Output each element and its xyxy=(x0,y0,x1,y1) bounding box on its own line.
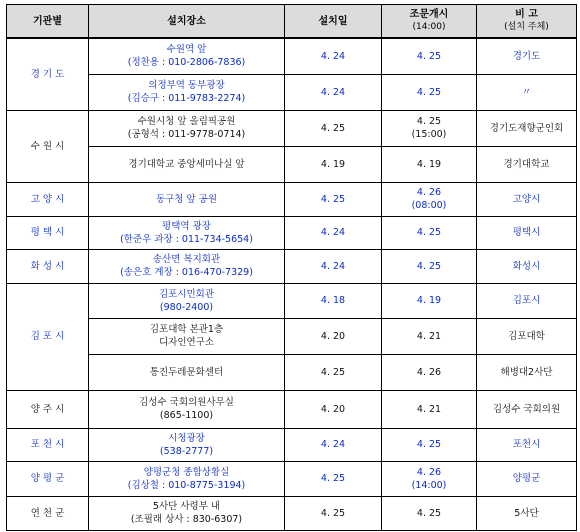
table-row xyxy=(7,38,577,74)
place-name: 김포시민회관 xyxy=(158,288,215,300)
place-cell xyxy=(89,461,285,496)
table-row xyxy=(7,110,577,146)
header-note-label: 비 고 xyxy=(515,9,538,20)
place-cell xyxy=(89,182,285,216)
place-cell xyxy=(89,354,285,390)
visit-time: (08:00) xyxy=(411,200,447,211)
table-row xyxy=(7,354,577,390)
header-install-date: 설치일 xyxy=(285,5,382,39)
place-contact: (김승구 : 011-9783-2274) xyxy=(127,93,246,104)
place-name: 수원역 앞 xyxy=(166,44,207,56)
place-name: 경기대학교 중앙세미나실 앞 xyxy=(128,158,245,170)
note-cell: 양평군 xyxy=(477,461,577,496)
visit-start-cell xyxy=(382,182,477,216)
install-date-cell: 4. 20 xyxy=(285,318,382,354)
visit-date: 4. 25 xyxy=(416,86,442,98)
install-date-cell: 4. 24 xyxy=(285,74,382,110)
org-cell: 양 주 시 xyxy=(7,390,89,428)
visit-start-cell xyxy=(382,390,477,428)
place-contact: (정찬용 : 010-2806-7836) xyxy=(127,57,246,69)
org-cell: 경 기 도 xyxy=(7,38,89,110)
table-row xyxy=(7,496,577,530)
place-cell xyxy=(89,390,285,428)
visit-start-cell xyxy=(382,74,477,110)
table-row xyxy=(7,283,577,318)
table-row xyxy=(7,318,577,354)
place-name: 통진두레문화센터 xyxy=(149,366,224,378)
place-contact: (538-2777) xyxy=(159,445,214,457)
table-row xyxy=(7,216,577,249)
note-cell: 김포대학 xyxy=(477,318,577,354)
place-name: 양평군청 종합상황실 xyxy=(143,466,230,478)
place-cell xyxy=(89,216,285,249)
visit-date: 4. 25 xyxy=(416,50,442,62)
header-note xyxy=(477,5,577,39)
org-cell: 고 양 시 xyxy=(7,182,89,216)
visit-start-cell xyxy=(382,496,477,530)
place-cell xyxy=(89,496,285,530)
place-name: 의정부역 동부광장 xyxy=(148,80,225,91)
visit-start-cell xyxy=(382,354,477,390)
install-date-cell: 4. 24 xyxy=(285,216,382,249)
visit-date: 4. 25 xyxy=(416,227,442,238)
visit-date: 4. 19 xyxy=(416,158,442,170)
note-cell: 5사단 xyxy=(477,496,577,530)
place-cell xyxy=(89,283,285,318)
org-cell: 화 성 시 xyxy=(7,249,89,283)
table-row xyxy=(7,390,577,428)
install-date-cell: 4. 19 xyxy=(285,146,382,182)
memorial-altar-table xyxy=(6,4,577,531)
place-cell xyxy=(89,318,285,354)
install-date-cell: 4. 24 xyxy=(285,428,382,461)
visit-date: 4. 21 xyxy=(416,403,442,415)
visit-start-cell xyxy=(382,38,477,74)
visit-date: 4. 21 xyxy=(416,330,442,342)
place-cell xyxy=(89,38,285,74)
visit-start-cell xyxy=(382,146,477,182)
visit-time: (14:00) xyxy=(411,479,447,491)
place-contact: (공형석 : 011-9778-0714) xyxy=(127,129,246,140)
visit-date: 4. 25 xyxy=(416,116,442,127)
install-date-cell: 4. 25 xyxy=(285,182,382,216)
place-contact: (조필래 상사 : 830-6307) xyxy=(130,514,243,525)
table-row xyxy=(7,428,577,461)
place-name: 송산면 복지회관 xyxy=(152,254,221,265)
visit-start-cell xyxy=(382,283,477,318)
place-contact: (송은호 계장 : 016-470-7329) xyxy=(120,267,253,278)
install-date-cell: 4. 24 xyxy=(285,38,382,74)
place-cell xyxy=(89,110,285,146)
install-date-cell: 4. 25 xyxy=(285,354,382,390)
note-cell: 〃 xyxy=(477,74,577,110)
table-body xyxy=(7,38,577,530)
visit-date: 4. 26 xyxy=(416,366,442,378)
header-visit-label: 조문개시 xyxy=(409,9,449,20)
note-cell: 경기대학교 xyxy=(477,146,577,182)
place-cell xyxy=(89,249,285,283)
visit-time: (15:00) xyxy=(411,129,447,140)
place-contact: (865-1100) xyxy=(159,410,214,421)
table-row xyxy=(7,74,577,110)
org-cell: 수 원 시 xyxy=(7,110,89,182)
install-date-cell: 4. 20 xyxy=(285,390,382,428)
place-contact: 디자인연구소 xyxy=(158,337,215,348)
visit-start-cell xyxy=(382,461,477,496)
org-cell: 김 포 시 xyxy=(7,283,89,390)
place-name: 동구청 앞 공원 xyxy=(155,193,218,205)
visit-date: 4. 26 xyxy=(416,466,442,478)
visit-date: 4. 26 xyxy=(416,187,442,198)
org-cell: 양 평 군 xyxy=(7,461,89,496)
install-date-cell: 4. 25 xyxy=(285,461,382,496)
visit-date: 4. 25 xyxy=(416,260,442,272)
place-name: 시청광장 xyxy=(168,432,205,444)
visit-date: 4. 25 xyxy=(416,507,442,519)
install-date-cell: 4. 24 xyxy=(285,249,382,283)
install-date-cell: 4. 18 xyxy=(285,283,382,318)
note-cell: 포천시 xyxy=(477,428,577,461)
place-contact: (한준우 과장 : 011-734-5654) xyxy=(120,233,253,245)
visit-start-cell xyxy=(382,216,477,249)
memorial-altar-table-container xyxy=(6,4,576,531)
note-cell: 화성시 xyxy=(477,249,577,283)
visit-date: 4. 25 xyxy=(416,439,442,450)
table-row xyxy=(7,146,577,182)
note-cell: 김포시 xyxy=(477,283,577,318)
place-name: 김포대학 본관1층 xyxy=(149,324,224,335)
visit-start-cell xyxy=(382,110,477,146)
install-date-cell: 4. 25 xyxy=(285,496,382,530)
table-row xyxy=(7,461,577,496)
header-note-sub: (설치 주체) xyxy=(504,22,549,32)
note-cell: 고양시 xyxy=(477,182,577,216)
table-row xyxy=(7,182,577,216)
org-cell: 연 천 군 xyxy=(7,496,89,530)
header-org: 기관별 xyxy=(7,5,89,39)
place-contact: (김상철 : 010-8775-3194) xyxy=(127,479,246,491)
place-name: 5사단 사령부 내 xyxy=(152,501,221,512)
note-cell: 평택시 xyxy=(477,216,577,249)
place-name: 김성수 국회의원사무실 xyxy=(139,397,234,408)
visit-start-cell xyxy=(382,318,477,354)
org-cell: 포 천 시 xyxy=(7,428,89,461)
visit-start-cell xyxy=(382,428,477,461)
place-cell xyxy=(89,74,285,110)
header-visit-start xyxy=(382,5,477,39)
note-cell: 김성수 국회의원 xyxy=(477,390,577,428)
table-header xyxy=(7,5,577,39)
place-cell xyxy=(89,428,285,461)
note-cell: 경기도 xyxy=(477,38,577,74)
place-contact: (980-2400) xyxy=(159,301,214,313)
visit-start-cell xyxy=(382,249,477,283)
header-place: 설치장소 xyxy=(89,5,285,39)
org-cell: 평 택 시 xyxy=(7,216,89,249)
place-cell xyxy=(89,146,285,182)
table-row xyxy=(7,249,577,283)
visit-date: 4. 19 xyxy=(416,295,442,306)
header-visit-time: (14:00) xyxy=(412,22,446,32)
place-name: 평택역 광장 xyxy=(162,220,211,232)
place-name: 수원시청 앞 올림픽공원 xyxy=(137,116,236,127)
install-date-cell: 4. 25 xyxy=(285,110,382,146)
note-cell: 경기도재향군인회 xyxy=(477,110,577,146)
note-cell: 해병대2사단 xyxy=(477,354,577,390)
